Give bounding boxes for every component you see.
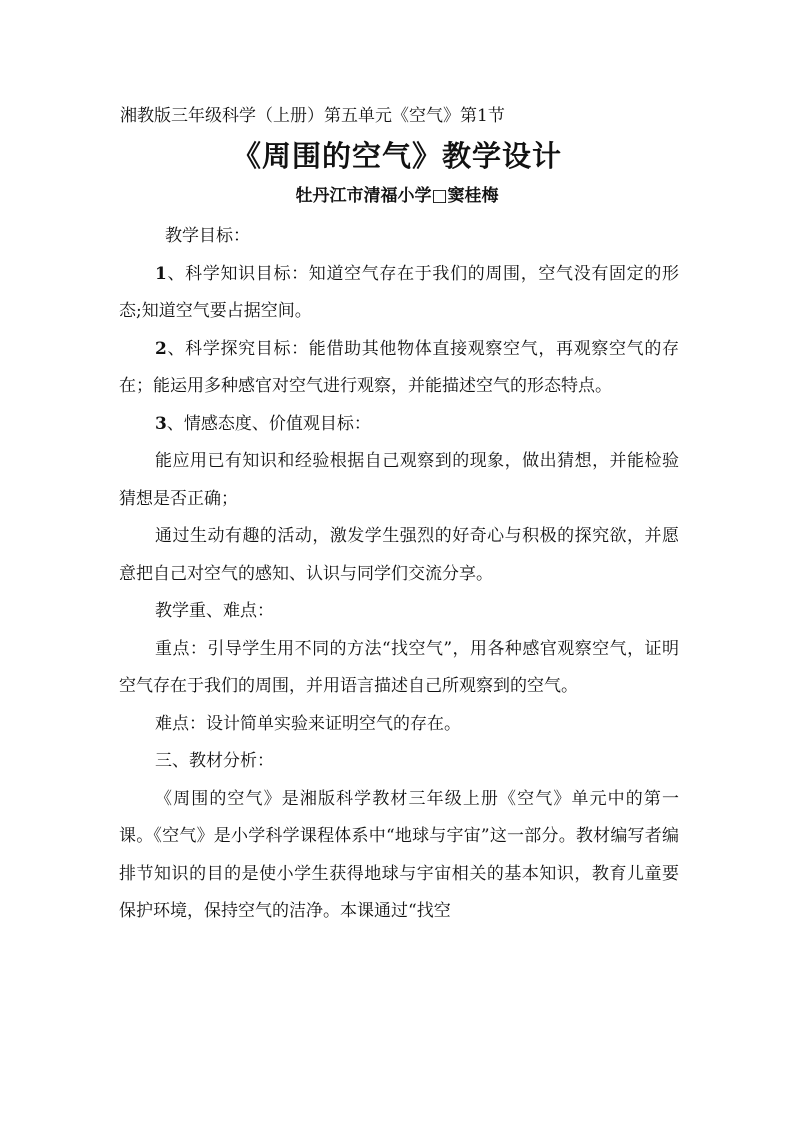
paragraph-material-analysis-heading xyxy=(119,743,679,781)
paragraph-goal-2 xyxy=(119,331,679,406)
paragraph-difficult-point xyxy=(119,706,679,744)
paragraph-key-points-heading xyxy=(119,593,679,631)
paragraph-number: 1 xyxy=(155,263,167,284)
paragraph-text: 《周围的空气》是湘版科学教材三年级上册《空气》单元中的第一课。《空气》是小学科学课程体系中“地球与宇宙”这一部分。教材编写者编排节知识的目的是使小学生获得地球与宇宙相关的基本知识，教育儿童要保护环境，保持空气的洁净。本课通过“找空 xyxy=(119,788,679,921)
document-body xyxy=(119,218,679,931)
document-title: 《周围的空气》教学设计 xyxy=(231,139,562,173)
paragraph-text: 、科学知识目标：知道空气存在于我们的周围，空气没有固定的形态;知道空气要占据空间。 xyxy=(119,263,679,321)
paragraph-number: 3 xyxy=(155,413,167,434)
paragraph-text: 通过生动有趣的活动，激发学生强烈的好奇心与积极的探究欲，并愿意把自己对空气的感知、认识与同学们交流分享。 xyxy=(119,526,679,584)
paragraph-text: 重点：引导学生用不同的方法“找空气”，用各种感官观察空气，证明空气存在于我们的周围，并用语言描述自己所观察到的空气。 xyxy=(119,638,679,696)
document-subtitle: 湘教版三年级科学（上册）第五单元《空气》第1节 xyxy=(120,106,505,126)
paragraph-goal-1 xyxy=(119,256,679,331)
paragraph-text: 、情感态度、价值观目标： xyxy=(166,413,371,434)
paragraph-teaching-goals xyxy=(119,218,679,256)
paragraph-text: 三、教材分析： xyxy=(155,751,274,771)
paragraph-number: 2 xyxy=(155,338,167,359)
paragraph-text: 能应用已有知识和经验根据自己观察到的现象，做出猜想，并能检验猜想是否正确； xyxy=(119,451,679,509)
paragraph-goal-3-b xyxy=(119,518,679,593)
document-author: 牡丹江市清福小学□窦桂梅 xyxy=(295,186,499,206)
paragraph-goal-3-a xyxy=(119,443,679,518)
paragraph-text: 教学目标： xyxy=(165,226,250,246)
paragraph-text: 、科学探究目标：能借助其他物体直接观察空气，再观察空气的存在；能运用多种感官对空气进行观察，并能描述空气的形态特点。 xyxy=(119,338,679,396)
paragraph-text: 教学重、难点： xyxy=(155,601,274,621)
paragraph-goal-3 xyxy=(119,406,679,444)
paragraph-text: 难点：设计简单实验来证明空气的存在。 xyxy=(155,713,461,734)
paragraph-material-analysis xyxy=(119,781,679,931)
paragraph-key-point xyxy=(119,631,679,706)
